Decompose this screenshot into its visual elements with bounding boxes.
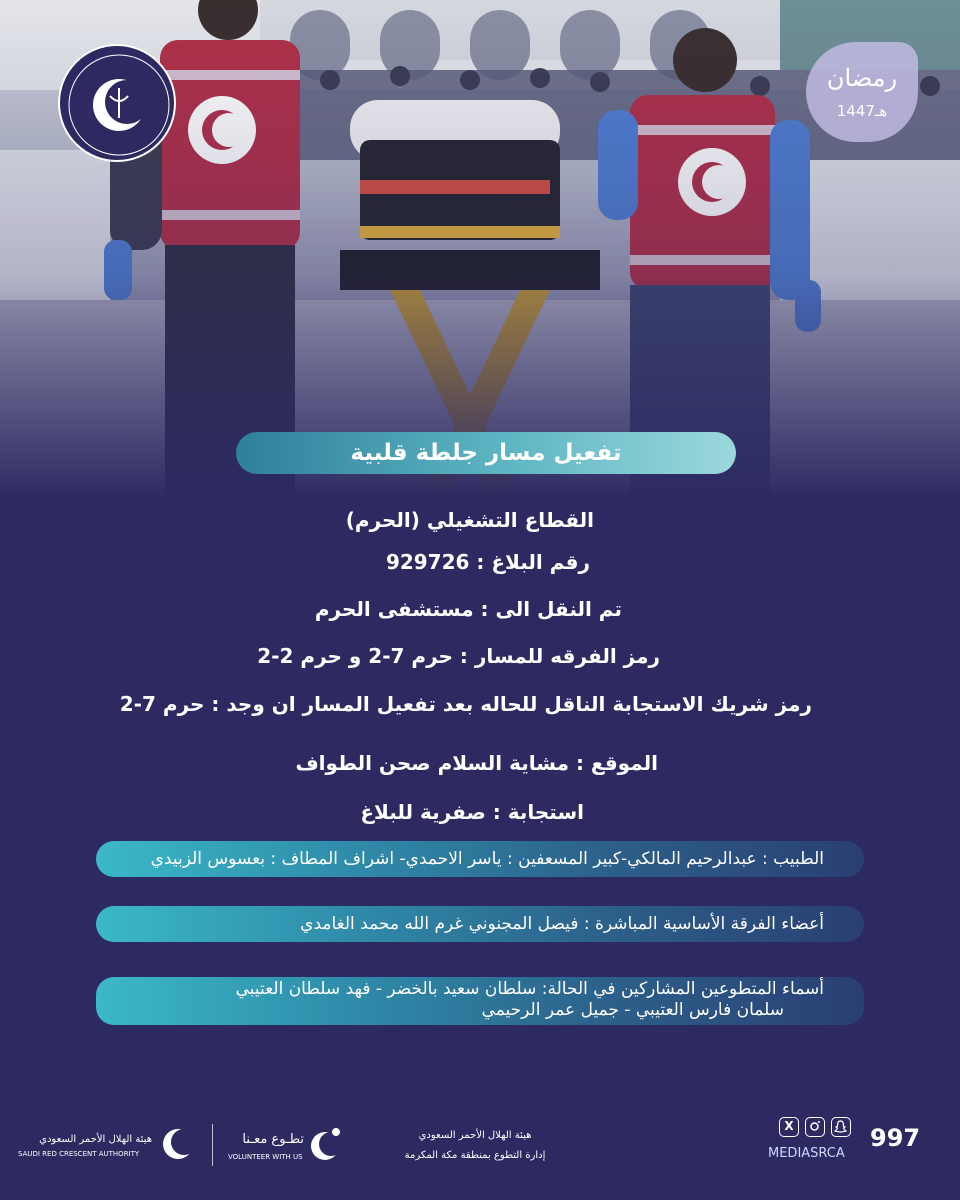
footer-srca-ar: هيئة الهلال الأحمر السعودي [39,1134,152,1145]
volunteers-line-2: سلمان فارس العتيبي - جميل عمر الرحيمي [481,1000,784,1020]
x-icon[interactable]: X [779,1117,799,1137]
instagram-icon[interactable] [805,1117,825,1137]
volunteers-line-1: أسماء المتطوعين المشاركين في الحالة: سلطان سعيد بالخضر - فهد سلطان العتيبي [235,979,824,999]
doctor-text: الطبيب : عبدالرحيم المالكي-كبير المسعفين : ياسر الاحمدي- اشراف المطاف : بعسوس الزبيدي [150,849,824,869]
doctor-pill [96,841,864,877]
crescent-icon [60,46,178,164]
footer-volunteer-en: VOLUNTEER WITH US [228,1153,303,1161]
ramadan-badge [806,42,918,142]
ramadan-year: 1447هـ [836,102,888,120]
report-number-line: رقم البلاغ : 929726 [385,550,590,574]
footer-dept-line1: هيئة الهلال الأحمر السعودي [418,1130,532,1141]
hero-photo [0,0,960,500]
social-handle[interactable]: MEDIASRCA [768,1146,845,1161]
team-members-pill [96,906,864,942]
partner-code-line: رمز شريك الاستجابة الناقل للحاله بعد تفعيل المسار ان وجد : حرم 7-2 [119,692,812,716]
sector-line: القطاع التشغيلي (الحرم) [345,508,594,532]
response-line: استجابة : صفرية للبلاغ [360,800,584,824]
hotline-number[interactable]: 997 [870,1124,921,1152]
srca-seal-logo [58,44,176,162]
ramadan-word: رمضان [826,64,898,92]
team-code-line: رمز الفرقه للمسار : حرم 7-2 و حرم 2-2 [257,644,660,668]
srca-crescent-icon [158,1124,198,1164]
footer-volunteer-ar: تطـوع معـنا [242,1132,304,1147]
location-line: الموقع : مشاية السلام صحن الطواف [295,751,658,775]
footer-divider [212,1124,213,1166]
team-members-text: أعضاء الفرقة الأساسية المباشرة : فيصل المجنوني غرم الله محمد الغامدي [300,914,824,934]
volunteers-pill [96,977,864,1025]
volunteer-crescent-icon [308,1124,344,1164]
footer-dept-line2: إدارة التطوع بمنطقة مكة المكرمة [404,1150,546,1161]
page-title: تفعيل مسار جلطة قلبية [236,432,736,474]
transferred-to-line: تم النقل الى : مستشفى الحرم [314,597,622,621]
footer-srca-en: SAUDI RED CRESCENT AUTHORITY [18,1150,140,1158]
snapchat-icon[interactable] [831,1117,851,1137]
